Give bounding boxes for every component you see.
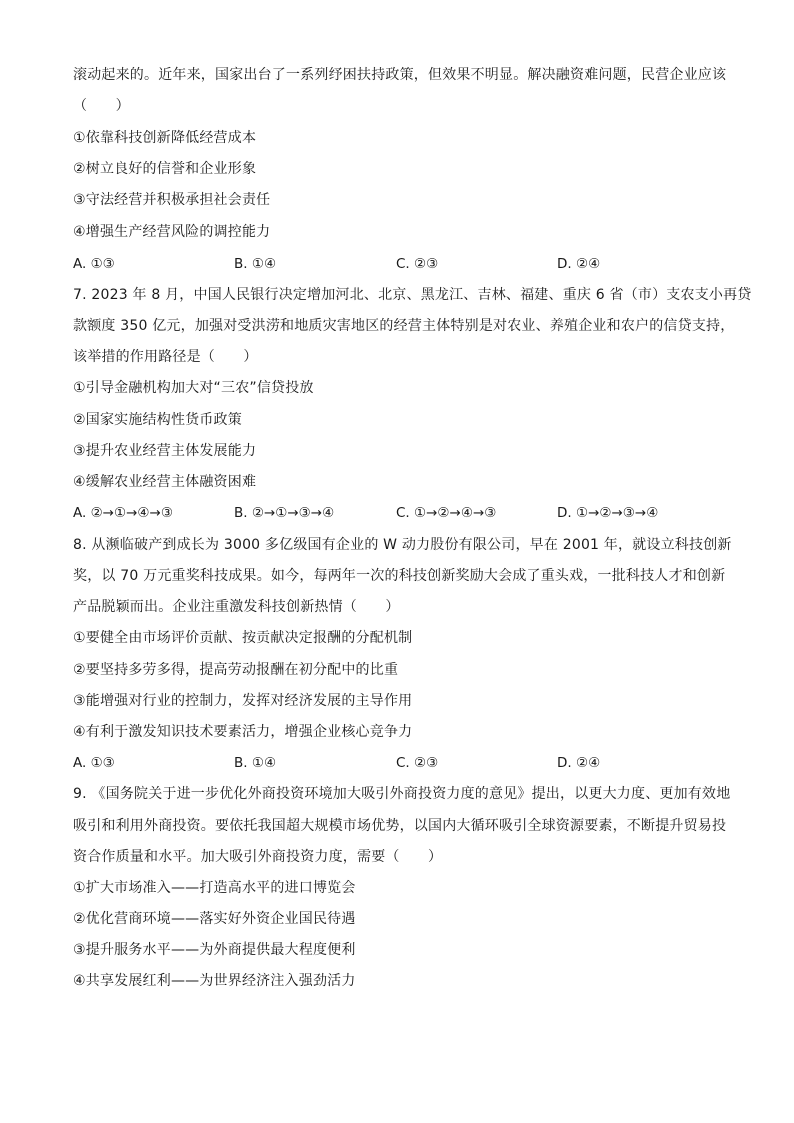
q9-stem-line-1: 9. 《国务院关于进一步优化外商投资环境加大吸引外商投资力度的意见》提出，以更大力度、更加有效地 [73, 786, 731, 802]
q7-stem-line-3: 该举措的作用路径是（ ） [73, 349, 258, 365]
q7-options [73, 503, 733, 523]
q8-item-3: ③能增强对行业的控制力，发挥对经济发展的主导作用 [73, 693, 413, 709]
q8-option-b: B. ①④ [234, 755, 277, 771]
q9-item-1: ①扩大市场准入——打造高水平的进口博览会 [73, 880, 356, 896]
q8-option-d: D. ②④ [557, 755, 601, 771]
q6-option-b: B. ①④ [234, 256, 277, 272]
q9-item-3: ③提升服务水平——为外商提供最大程度便利 [73, 942, 356, 958]
q8-stem-line-2: 奖，以 70 万元重奖科技成果。如今，每两年一次的科技创新奖励大会成了重头戏，一批科技人才和创新 [73, 568, 726, 584]
q6-stem-line: 滚动起来的。近年来，国家出台了一系列纾困扶持政策，但效果不明显。解决融资难问题，民营企业应该 [73, 67, 727, 83]
q8-item-4: ④有利于激发知识技术要素活力，增强企业核心竞争力 [73, 724, 413, 740]
q7-item-4: ④缓解农业经营主体融资困难 [73, 474, 257, 490]
q8-stem-line-1: 8. 从濒临破产到成长为 3000 多亿级国有企业的 W 动力股份有限公司，早在 2001 年，就设立科技创新 [73, 537, 732, 553]
q7-option-a: A. ②→①→④→③ [73, 505, 173, 521]
q6-item-4: ④增强生产经营风险的调控能力 [73, 224, 271, 240]
q9-stem-line-3: 资合作质量和水平。加大吸引外商投资力度，需要（ ） [73, 849, 443, 865]
q7-option-c: C. ①→②→④→③ [396, 505, 497, 521]
q7-item-3: ③提升农业经营主体发展能力 [73, 443, 257, 459]
q6-option-d: D. ②④ [557, 256, 601, 272]
q7-item-1: ①引导金融机构加大对“三农”信贷投放 [73, 380, 314, 396]
q9-stem-line-2: 吸引和利用外商投资。要依托我国超大规模市场优势，以国内大循环吸引全球资源要素，不断提升贸易投 [73, 818, 727, 834]
q6-answer-blank: （ ） [73, 98, 130, 114]
q8-item-2: ②要坚持多劳多得，提高劳动报酬在初分配中的比重 [73, 662, 399, 678]
q8-options [73, 753, 733, 773]
q8-option-a: A. ①③ [73, 755, 115, 771]
q9-item-4: ④共享发展红利——为世界经济注入强劲活力 [73, 973, 356, 989]
q7-option-d: D. ①→②→③→④ [557, 505, 659, 521]
q7-stem-line-1: 7. 2023 年 8 月，中国人民银行决定增加河北、北京、黑龙江、吉林、福建、重庆 6 省（市）支农支小再贷 [73, 287, 752, 303]
q6-item-3: ③守法经营并积极承担社会责任 [73, 192, 271, 208]
q7-option-b: B. ②→①→③→④ [234, 505, 335, 521]
q6-item-1: ①依靠科技创新降低经营成本 [73, 130, 257, 146]
q6-item-2: ②树立良好的信誉和企业形象 [73, 161, 257, 177]
q8-item-1: ①要健全由市场评价贡献、按贡献决定报酬的分配机制 [73, 630, 413, 646]
q6-option-c: C. ②③ [396, 256, 439, 272]
q6-options [73, 254, 733, 274]
q7-stem-line-2: 款额度 350 亿元，加强对受洪涝和地质灾害地区的经营主体特别是对农业、养殖企业和农户的信贷支持， [73, 318, 735, 334]
q7-item-2: ②国家实施结构性货币政策 [73, 412, 242, 428]
q9-item-2: ②优化营商环境——落实好外资企业国民待遇 [73, 911, 356, 927]
q6-option-a: A. ①③ [73, 256, 115, 272]
q8-stem-line-3: 产品脱颖而出。企业注重激发科技创新热情（ ） [73, 599, 400, 615]
q8-option-c: C. ②③ [396, 755, 439, 771]
